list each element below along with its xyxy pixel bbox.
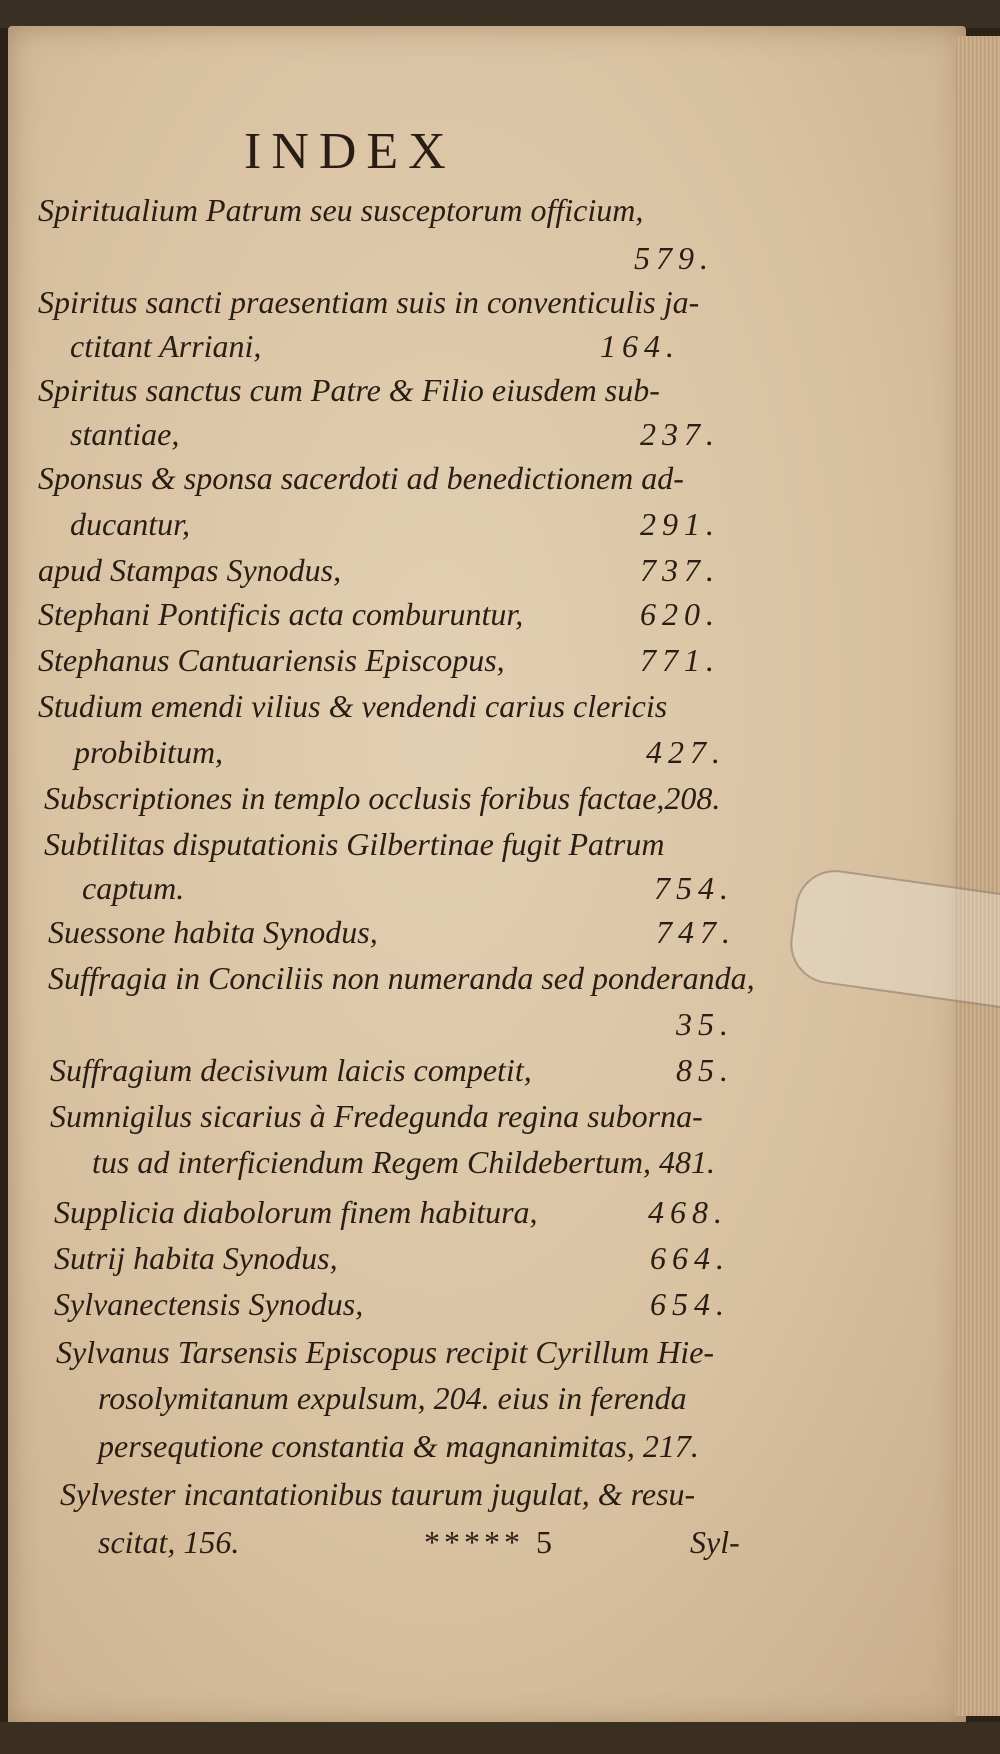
entry-page: 620. [640,596,720,632]
entry-line: stantiae, [70,416,180,452]
entry-line: Suessone habita Synodus, [48,914,378,950]
entry-page: 468. [648,1194,728,1230]
entry-line: Suffragium decisivum laicis competit, [50,1052,532,1088]
entry-page: 579. [634,240,714,276]
entry-line: Stephani Pontificis acta comburuntur, [38,596,524,632]
entry-page: 771. [640,642,720,678]
entry-line: Sylvanectensis Synodus, [54,1286,364,1322]
entry-line: Subscriptiones in templo occlusis foribus factae,208. [44,780,721,816]
bottom-background [0,1722,1000,1754]
entry-line: Spiritus sanctus cum Patre & Filio eiusdem sub- [38,372,660,408]
entry-line: persequtione constantia & magnanimitas, 217. [98,1428,699,1464]
entry-page: 737. [640,552,720,588]
entry-line: Stephanus Cantuariensis Episcopus, [38,642,505,678]
signature-mark: ***** 5 [424,1524,556,1560]
entry-page: 664. [650,1240,730,1276]
top-background [0,0,1000,28]
entry-line: Sylvanus Tarsensis Episcopus recipit Cyrillum Hie- [56,1334,715,1370]
entry-line: rosolymitanum expulsum, 204. eius in ferenda [98,1380,687,1416]
entry-page: 237. [640,416,720,452]
entry-line: tus ad interficiendum Regem Childebertum, 481. [92,1144,716,1180]
page-edges [955,36,1000,1716]
entry-line: ducantur, [70,506,190,542]
entry-line: Sponsus & sponsa sacerdoti ad benedictionem ad- [38,460,684,496]
entry-line: Subtilitas disputationis Gilbertinae fugit Patrum [44,826,665,862]
entry-page: 427. [646,734,726,770]
entry-line: Sumnigilus sicarius à Fredegunda regina suborna- [50,1098,703,1134]
entry-line: Supplicia diabolorum finem habitura, [54,1194,538,1230]
entry-page: 754. [654,870,734,906]
entry-line: probibitum, [74,734,224,770]
index-heading: INDEX [244,123,456,180]
catchword: Syl- [690,1524,740,1560]
entry-line: Sylvester incantationibus taurum jugulat, & resu- [60,1476,696,1512]
entry-page: 291. [640,506,720,542]
entry-line: Spiritus sancti praesentiam suis in conventiculis ja- [38,284,700,320]
entry-line: scitat, 156. [98,1524,240,1560]
entry-line: captum. [82,870,185,906]
entry-line: Studium emendi vilius & vendendi carius clericis [38,688,668,724]
entry-line: ctitant Arriani, [70,328,262,364]
entry-page: 35. [676,1006,734,1042]
entry-page: 164. [600,328,680,364]
entry-page: 654. [650,1286,730,1322]
entry-page: 747. [656,914,736,950]
entry-page: 85. [676,1052,734,1088]
entry-line: Suffragia in Conciliis non numeranda sed ponderanda, [48,960,755,996]
entry-line: Spiritualium Patrum seu susceptorum officium, [38,192,644,228]
entry-line: apud Stampas Synodus, [38,552,342,588]
entry-line: Sutrij habita Synodus, [54,1240,338,1276]
